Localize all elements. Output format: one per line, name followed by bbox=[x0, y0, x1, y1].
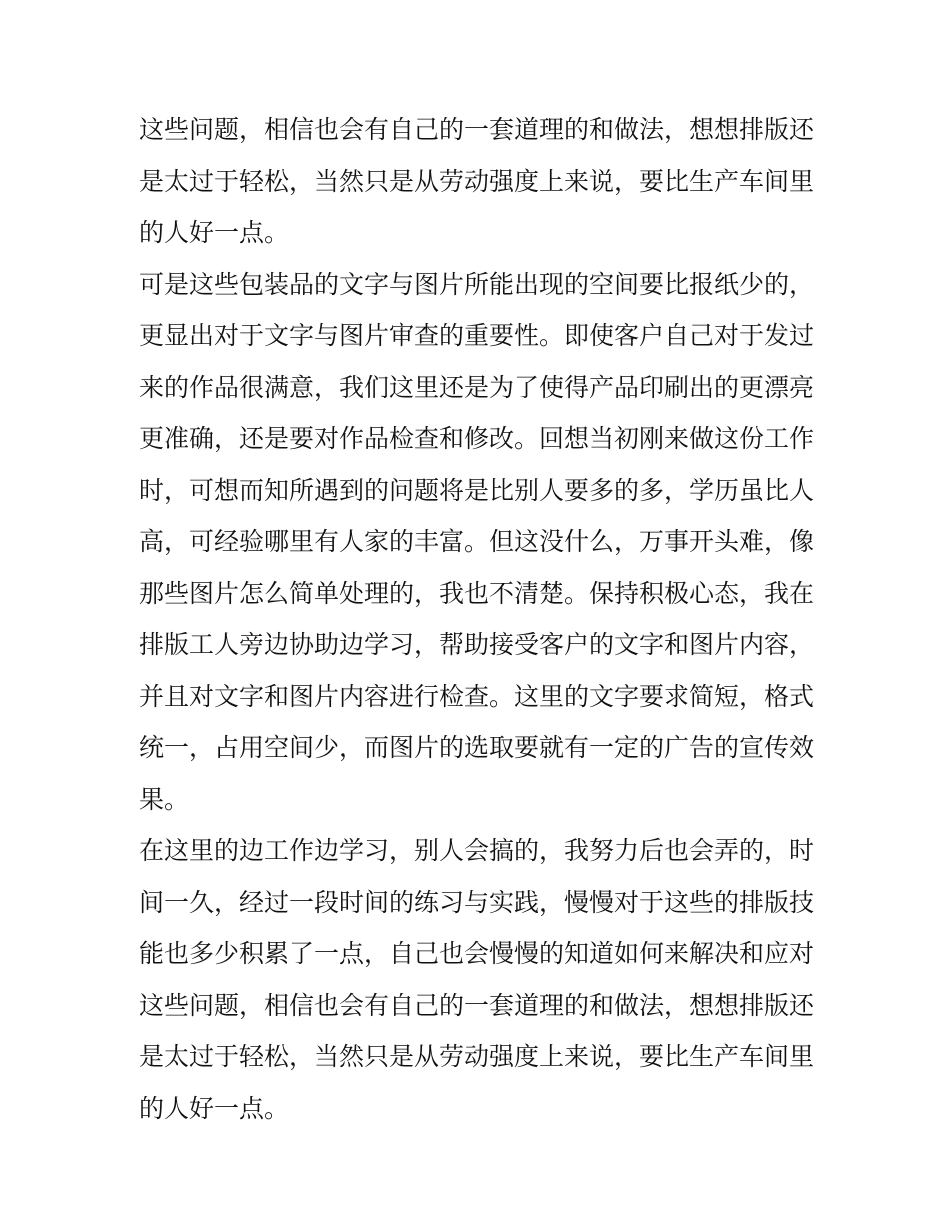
text-line: 并且对文字和图片内容进行检查。这里的文字要求简短，格式 bbox=[139, 681, 815, 711]
text-line: 是太过于轻松，当然只是从劳动强度上来说，要比生产车间里 bbox=[139, 166, 815, 196]
text-line: 排版工人旁边协助边学习，帮助接受客户的文字和图片内容， bbox=[139, 630, 815, 659]
text-line: 时，可想而知所遇到的问题将是比别人要多的多，学历虽比人 bbox=[139, 475, 815, 505]
text-line: 那些图片怎么简单处理的，我也不清楚。保持积极心态，我在 bbox=[139, 578, 815, 608]
text-line: 是太过于轻松，当然只是从劳动强度上来说，要比生产车间里 bbox=[139, 1042, 815, 1071]
text-line: 间一久，经过一段时间的练习与实践，慢慢对于这些的排版技 bbox=[139, 887, 815, 917]
text-line: 的人好一点。 bbox=[139, 1093, 290, 1123]
text-line: 来的作品很满意，我们这里还是为了使得产品印刷出的更漂亮 bbox=[139, 372, 815, 402]
text-line: 统一，占用空间少，而图片的选取要就有一定的广告的宣传效 bbox=[139, 733, 815, 762]
text-line: 的人好一点。 bbox=[139, 218, 290, 247]
text-line: 更准确，还是要对作品检查和修改。回想当初刚来做这份工作 bbox=[139, 424, 815, 453]
text-line: 在这里的边工作边学习，别人会搞的，我努力后也会弄的，时 bbox=[139, 836, 815, 865]
text-line: 这些问题，相信也会有自己的一套道理的和做法，想想排版还 bbox=[139, 115, 815, 144]
text-line: 更显出对于文字与图片审查的重要性。即使客户自己对于发过 bbox=[139, 321, 815, 350]
text-line: 果。 bbox=[139, 784, 190, 814]
text-line: 可是这些包装品的文字与图片所能出现的空间要比报纸少的， bbox=[139, 269, 815, 299]
body-text bbox=[139, 104, 819, 1134]
text-line: 这些问题，相信也会有自己的一套道理的和做法，想想排版还 bbox=[139, 990, 815, 1020]
text-line: 能也多少积累了一点，自己也会慢慢的知道如何来解决和应对 bbox=[139, 939, 815, 968]
text-line: 高，可经验哪里有人家的丰富。但这没什么，万事开头难，像 bbox=[139, 527, 815, 556]
